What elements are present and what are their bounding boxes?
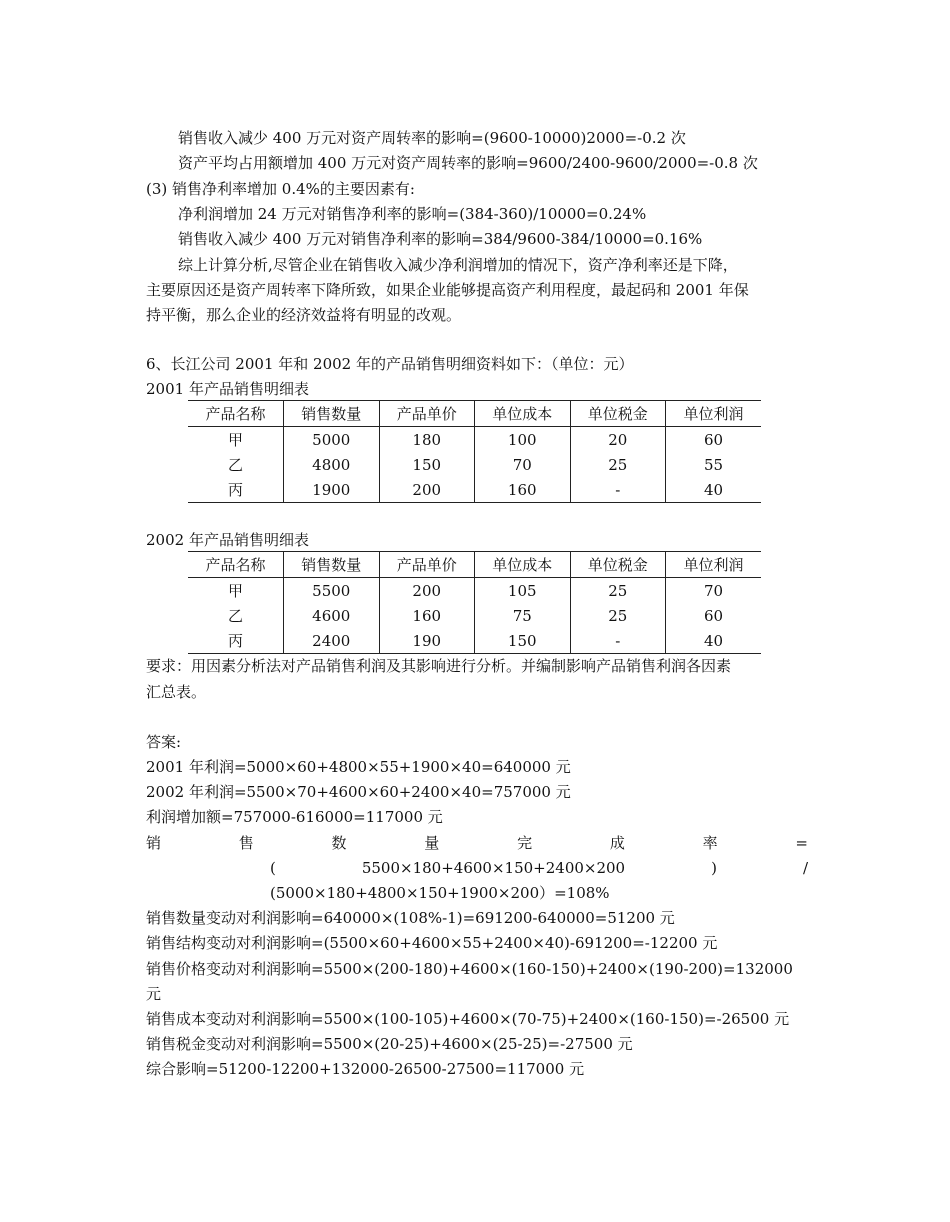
table-cell: 70 — [475, 452, 571, 477]
table-cell: 5000 — [284, 427, 380, 453]
table-cell: 60 — [666, 427, 762, 453]
table-cell: 160 — [379, 603, 475, 628]
table-2002 — [188, 551, 761, 654]
table-cell: 105 — [475, 578, 571, 604]
completion-char: 率 — [702, 834, 718, 852]
table-cell: 100 — [475, 427, 571, 453]
intro-line-4: 净利润增加 24 万元对销售净利率的影响=(384-360)/10000=0.24% — [178, 205, 647, 223]
table-cell: 乙 — [227, 607, 243, 625]
header-product-name: 产品名称 — [188, 401, 284, 427]
table-cell: 5500 — [284, 578, 380, 604]
table-cell: 200 — [379, 578, 475, 604]
completion-rate-line — [146, 833, 808, 853]
table-2001-title: 2001 年产品销售明细表 — [146, 380, 309, 398]
intro-line-5: 销售收入减少 400 万元对销售净利率的影响=384/9600-384/10000=0.16% — [178, 230, 703, 248]
summary-para-line-1: 综上计算分析,尽管企业在销售收入减少净利润增加的情况下，资产净利率还是下降， — [178, 256, 738, 274]
table-row — [188, 578, 761, 604]
cost-effect-line: 销售成本变动对利润影响=5500×(100-105)+4600×(70-75)+2400×(160-150)=-26500 元 — [146, 1010, 790, 1028]
completion-char: = — [795, 834, 808, 852]
table-cell: 甲 — [227, 431, 243, 449]
structure-effect-line: 销售结构变动对利润影响=(5500×60+4600×55+2400×40)-691200=-12200 元 — [146, 934, 718, 952]
table-row — [188, 427, 761, 453]
header-unit-profit: 单位利润 — [666, 401, 762, 427]
table-cell: 甲 — [227, 582, 243, 600]
table-cell: 70 — [666, 578, 762, 604]
header-sales-qty: 销售数量 — [284, 552, 380, 578]
table-cell: - — [570, 628, 666, 654]
header-unit-profit: 单位利润 — [666, 552, 762, 578]
table-cell: 25 — [570, 603, 666, 628]
intro-line-1: 销售收入减少 400 万元对资产周转率的影响=(9600-10000)2000=-0.2 次 — [178, 129, 686, 147]
requirement-line-1: 要求：用因素分析法对产品销售利润及其影响进行分析。并编制影响产品销售利润各因素 — [146, 657, 732, 675]
numerator-expression: 5500×180+4600×150+2400×200 — [361, 859, 626, 877]
open-paren: ( — [270, 859, 276, 877]
table-cell: 20 — [570, 427, 666, 453]
header-product-name: 产品名称 — [188, 552, 284, 578]
table-cell: 150 — [379, 452, 475, 477]
header-unit-price: 产品单价 — [379, 401, 475, 427]
tax-effect-line: 销售税金变动对利润影响=5500×(20-25)+4600×(25-25)=-27500 元 — [146, 1035, 633, 1053]
summary-para-line-2: 主要原因还是资产周转率下降所致，如果企业能够提高资产利用程度，最起码和 2001 年保 — [146, 281, 749, 299]
table-cell: 25 — [570, 452, 666, 477]
table-header-row — [188, 552, 761, 578]
table-cell: 4600 — [284, 603, 380, 628]
table-row — [188, 452, 761, 477]
intro-line-3: (3) 销售净利率增加 0.4%的主要因素有: — [146, 180, 415, 198]
table-cell: 25 — [570, 578, 666, 604]
total-effect-line: 综合影响=51200-12200+132000-26500-27500=117000 元 — [146, 1060, 585, 1078]
table-cell: 160 — [475, 477, 571, 503]
answer-label: 答案: — [146, 733, 182, 751]
table-cell: 4800 — [284, 452, 380, 477]
price-effect-line: 销售价格变动对利润影响=5500×(200-180)+4600×(160-150)+2400×(190-200)=132000 — [146, 960, 793, 978]
table-cell: 150 — [475, 628, 571, 654]
question-title: 6、长江公司 2001 年和 2002 年的产品销售明细资料如下：（单位：元） — [146, 355, 634, 373]
table-row — [188, 477, 761, 503]
table-cell: 2400 — [284, 628, 380, 654]
divide-slash: / — [802, 859, 808, 877]
header-unit-price: 产品单价 — [379, 552, 475, 578]
header-unit-cost: 单位成本 — [475, 401, 571, 427]
completion-char: 售 — [238, 834, 254, 852]
header-sales-qty: 销售数量 — [284, 401, 380, 427]
table-cell: 1900 — [284, 477, 380, 503]
price-effect-unit: 元 — [146, 985, 162, 1003]
profit-2001-line: 2001 年利润=5000×60+4800×55+1900×40=640000 元 — [146, 758, 571, 776]
table-header-row — [188, 401, 761, 427]
completion-char: 成 — [609, 834, 625, 852]
table-cell: 60 — [666, 603, 762, 628]
completion-char: 销 — [146, 834, 162, 852]
table-2002-title: 2002 年产品销售明细表 — [146, 531, 309, 549]
intro-line-2: 资产平均占用额增加 400 万元对资产周转率的影响=9600/2400-9600/2000=-0.8 次 — [178, 154, 758, 172]
profit-increase-line: 利润增加额=757000-616000=117000 元 — [146, 808, 443, 826]
header-unit-tax: 单位税金 — [570, 552, 666, 578]
table-cell: 190 — [379, 628, 475, 654]
table-cell: 乙 — [227, 456, 243, 474]
table-cell: 75 — [475, 603, 571, 628]
table-cell: 40 — [666, 628, 762, 654]
table-cell: - — [570, 477, 666, 503]
profit-2002-line: 2002 年利润=5500×70+4600×60+2400×40=757000 元 — [146, 783, 571, 801]
completion-char: 量 — [424, 834, 440, 852]
close-paren: ) — [711, 859, 717, 877]
table-row — [188, 628, 761, 654]
completion-rate-numerator — [270, 858, 808, 878]
table-2001 — [188, 400, 761, 503]
table-cell: 40 — [666, 477, 762, 503]
completion-char: 完 — [517, 834, 533, 852]
table-row — [188, 603, 761, 628]
completion-rate-denominator: (5000×180+4800×150+1900×200）=108% — [270, 884, 610, 902]
table-cell: 180 — [379, 427, 475, 453]
table-cell: 丙 — [188, 477, 284, 503]
qty-effect-line: 销售数量变动对利润影响=640000×(108%-1)=691200-640000=51200 元 — [146, 909, 675, 927]
summary-para-line-3: 持平衡，那么企业的经济效益将有明显的改观。 — [146, 306, 462, 324]
table-cell: 丙 — [188, 628, 284, 654]
requirement-line-2: 汇总表。 — [146, 683, 207, 701]
header-unit-tax: 单位税金 — [570, 401, 666, 427]
completion-char: 数 — [331, 834, 347, 852]
header-unit-cost: 单位成本 — [475, 552, 571, 578]
table-cell: 200 — [379, 477, 475, 503]
table-cell: 55 — [666, 452, 762, 477]
